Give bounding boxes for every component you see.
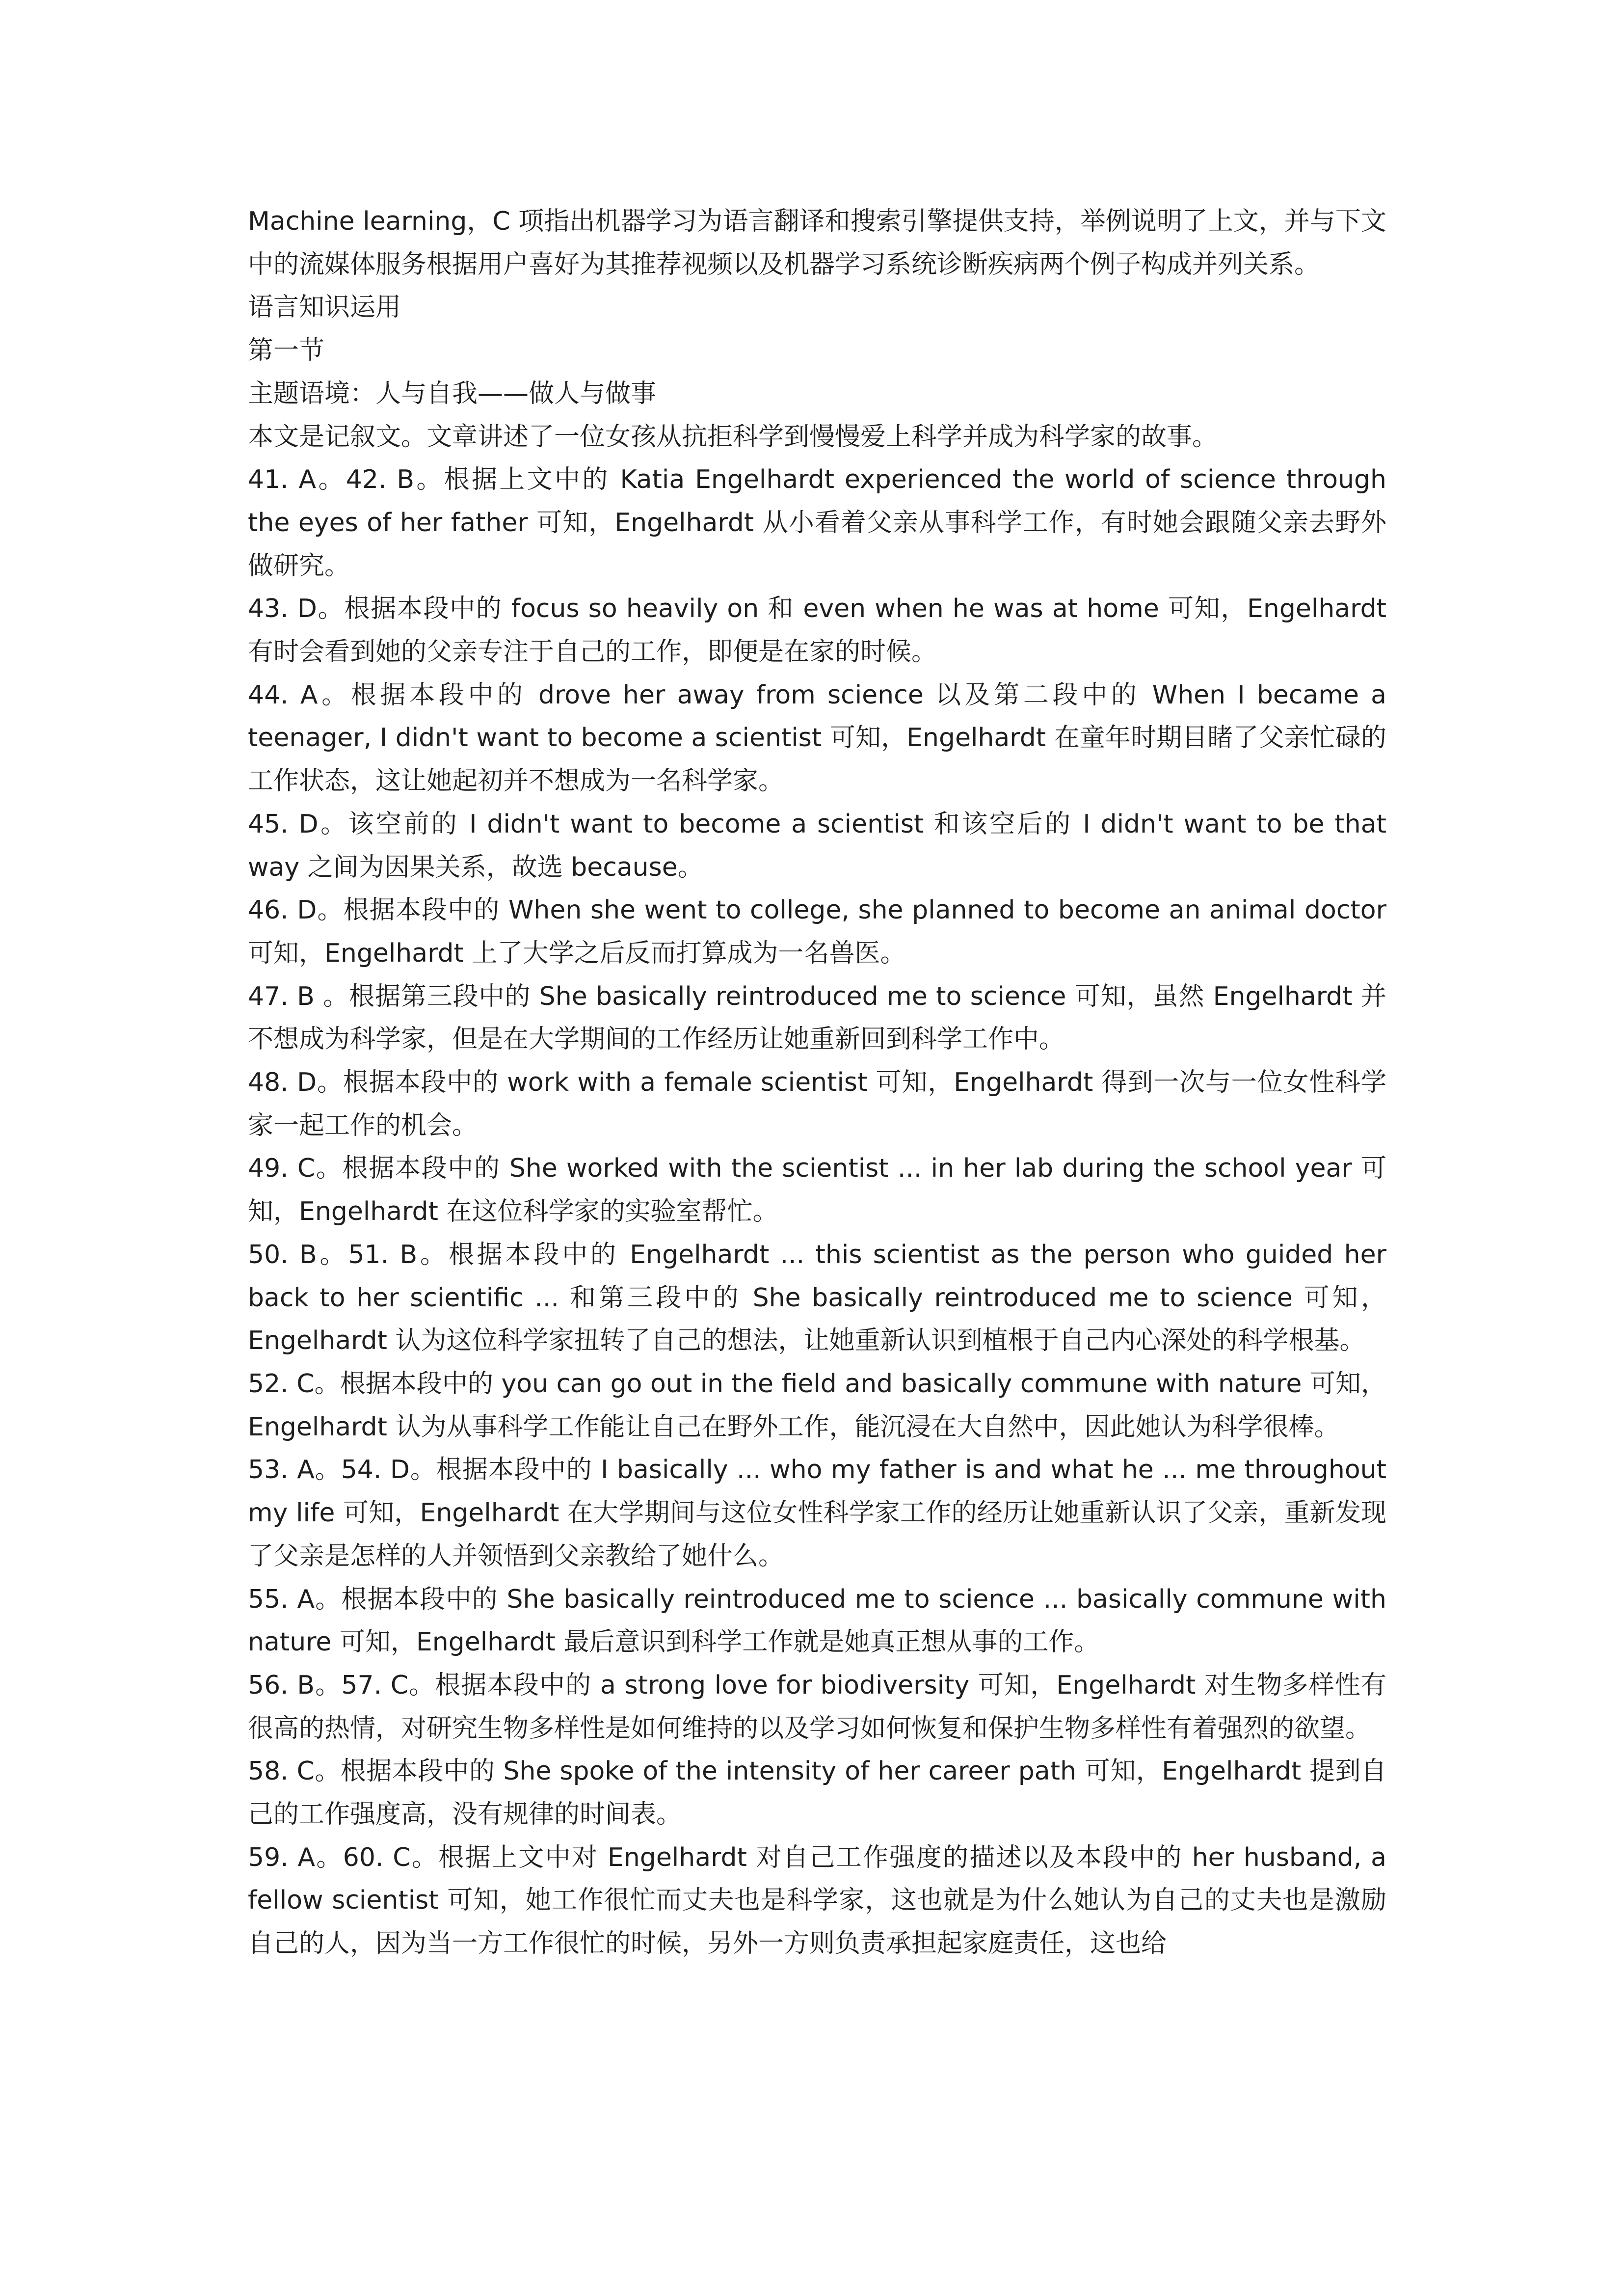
answer-55: 55. A。根据本段中的 She basically reintroduced me to science ... basically commune with nature 可知，Engelhardt 最后意识到科学工作就是她真正想从事的工作。 [248, 1584, 1386, 1657]
answer-53-54: 53. A。54. D。根据本段中的 I basically ... who my father is and what he ... me throughout my life 可知，Engelhardt 在大学期间与这位女性科学家工作的经历让她重新认识了父亲，重新发现了父亲是怎样的人并领悟到父亲教给了她什么。 [248, 1455, 1386, 1571]
answer-explanation-text [248, 200, 1386, 1966]
answer-50-51: 50. B。51. B。根据本段中的 Engelhardt ... this scientist as the person who guided her back to her scientific ... 和第三段中的 She basically reintroduced me to science 可知，Engelhardt 认为这位科学家扭转了自己的想法，让她重新认识到植根于自己内心深处的科学根基。 [248, 1240, 1386, 1356]
answer-59-60: 59. A。60. C。根据上文中对 Engelhardt 对自己工作强度的描述以及本段中的 her husband, a fellow scientist 可知，她工作很忙而丈夫也是科学家，这也就是为什么她认为自己的丈夫也是激励自己的人，因为当一方工作很忙的时候，另外一方则负责承担起家庭责任，这也给 [248, 1842, 1386, 1959]
answer-49: 49. C。根据本段中的 She worked with the scientist ... in her lab during the school year 可知，Engelhardt 在这位科学家的实验室帮忙。 [248, 1154, 1386, 1227]
answer-44: 44. A。根据本段中的 drove her away from science 以及第二段中的 When I became a teenager, I didn't want to become a scientist 可知，Engelhardt 在童年时期目睹了父亲忙碌的工作状态，这让她起初并不想成为一名科学家。 [248, 680, 1386, 796]
paragraph-machine-learning: Machine learning，C 项指出机器学习为语言翻译和搜索引擎提供支持，举例说明了上文，并与下文中的流媒体服务根据用户喜好为其推荐视频以及机器学习系统诊断疾病两个例子构成并列关系。 [248, 207, 1386, 279]
answer-52: 52. C。根据本段中的 you can go out in the field and basically commune with nature 可知，Engelhardt 认为从事科学工作能让自己在野外工作，能沉浸在大自然中，因此她认为科学很棒。 [248, 1369, 1386, 1442]
theme-context: 主题语境：人与自我——做人与做事 [248, 378, 657, 408]
answer-58: 58. C。根据本段中的 She spoke of the intensity of her career path 可知，Engelhardt 提到自己的工作强度高，没有规律的时间表。 [248, 1756, 1386, 1830]
passage-summary: 本文是记叙文。文章讲述了一位女孩从抗拒科学到慢慢爱上科学并成为科学家的故事。 [248, 422, 1218, 452]
answer-41-42: 41. A。42. B。根据上文中的 Katia Engelhardt experienced the world of science through the eyes of her father 可知，Engelhardt 从小看着父亲从事科学工作，有时她会跟随父亲去野外做研究。 [248, 465, 1386, 581]
answer-48: 48. D。根据本段中的 work with a female scientist 可知，Engelhardt 得到一次与一位女性科学家一起工作的机会。 [248, 1068, 1386, 1140]
answer-56-57: 56. B。57. C。根据本段中的 a strong love for biodiversity 可知，Engelhardt 对生物多样性有很高的热情，对研究生物多样性是如何维持的以及学习如何恢复和保护生物多样性有着强烈的欲望。 [248, 1670, 1386, 1743]
section-title-language-knowledge: 语言知识运用 [248, 293, 401, 323]
section-subtitle-part-one: 第一节 [248, 336, 325, 366]
answer-43: 43. D。根据本段中的 focus so heavily on 和 even when he was at home 可知，Engelhardt 有时会看到她的父亲专注于自己的工作，即便是在家的时候。 [248, 594, 1386, 667]
answer-46: 46. D。根据本段中的 When she went to college, she planned to become an animal doctor 可知，Engelhardt 上了大学之后反而打算成为一名兽医。 [248, 895, 1386, 968]
answer-45: 45. D。该空前的 I didn't want to become a scientist 和该空后的 I didn't want to be that way 之间为因果关系，故选 because。 [248, 809, 1386, 882]
answer-47: 47. B 。根据第三段中的 She basically reintroduced me to science 可知，虽然 Engelhardt 并不想成为科学家，但是在大学期间的工作经历让她重新回到科学工作中。 [248, 981, 1386, 1054]
